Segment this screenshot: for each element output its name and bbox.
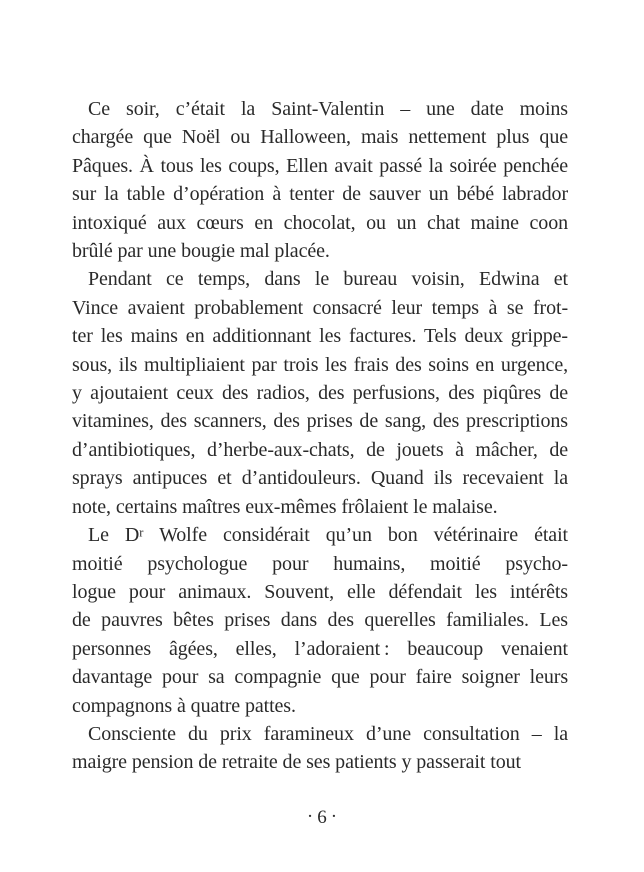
text-line: y ajoutaient ceux des radios, des perfusions, des piqûres de [72, 382, 568, 405]
text-block [72, 95, 568, 777]
paragraph [72, 265, 568, 521]
text-line: personnes âgées, elles, l’adoraient : beaucoup venaient [72, 637, 568, 660]
paragraph [72, 720, 568, 777]
text-line: compagnons à quatre pattes. [72, 694, 296, 717]
text-line: Vince avaient probablement consacré leur temps à se frot- [72, 296, 568, 319]
text-line: davantage pour sa compagnie que pour faire soigner leurs [72, 666, 568, 689]
text-line: Pâques. À tous les coups, Ellen avait passé la soirée penchée [72, 154, 568, 177]
text-line: vitamines, des scanners, des prises de sang, des prescriptions [72, 410, 568, 433]
text-line: Pendant ce temps, dans le bureau voisin, Edwina et [88, 268, 568, 291]
text-line: maigre pension de retraite de ses patients y passerait tout [72, 751, 521, 774]
text-line: brûlé par une bougie mal placée. [72, 240, 330, 263]
page-number [0, 806, 644, 830]
text-line: Consciente du prix faramineux d’une consultation – la [88, 722, 568, 745]
paragraph [72, 521, 568, 720]
page-number-value: 6 [317, 807, 327, 828]
text-line: de pauvres bêtes prises dans des querelles familiales. Les [72, 609, 568, 632]
text-line: sous, ils multipliaient par trois les frais des soins en urgence, [72, 353, 568, 376]
text-line: note, certains maîtres eux-mêmes frôlaient le malaise. [72, 495, 498, 518]
text-line: intoxiqué aux cœurs en chocolat, ou un chat maine coon [72, 211, 568, 234]
text-line: sur la table d’opération à tenter de sauver un bébé labrador [72, 183, 568, 206]
text-line: Le $D^r$ Wolfe considérait qu’un bon vétérinaire était [88, 524, 568, 547]
text-line: chargée que Noël ou Halloween, mais nettement plus que [72, 126, 568, 149]
text-line: ter les mains en additionnant les factures. Tels deux grippe- [72, 325, 568, 348]
paragraph [72, 95, 568, 265]
text-line: moitié psychologue pour humains, moitié psycho- [72, 552, 568, 575]
text-line: logue pour animaux. Souvent, elle défendait les intérêts [72, 580, 568, 603]
page-number-right-dot: · [330, 806, 338, 827]
page-number-left-dot: · [306, 806, 314, 827]
text-line: Ce soir, c’était la Saint-Valentin – une date moins [88, 98, 568, 120]
superscript: r [139, 525, 144, 540]
text-line: sprays antipuces et d’antidouleurs. Quand ils recevaient la [72, 467, 568, 490]
text-line: d’antibiotiques, d’herbe-aux-chats, de jouets à mâcher, de [72, 438, 568, 461]
